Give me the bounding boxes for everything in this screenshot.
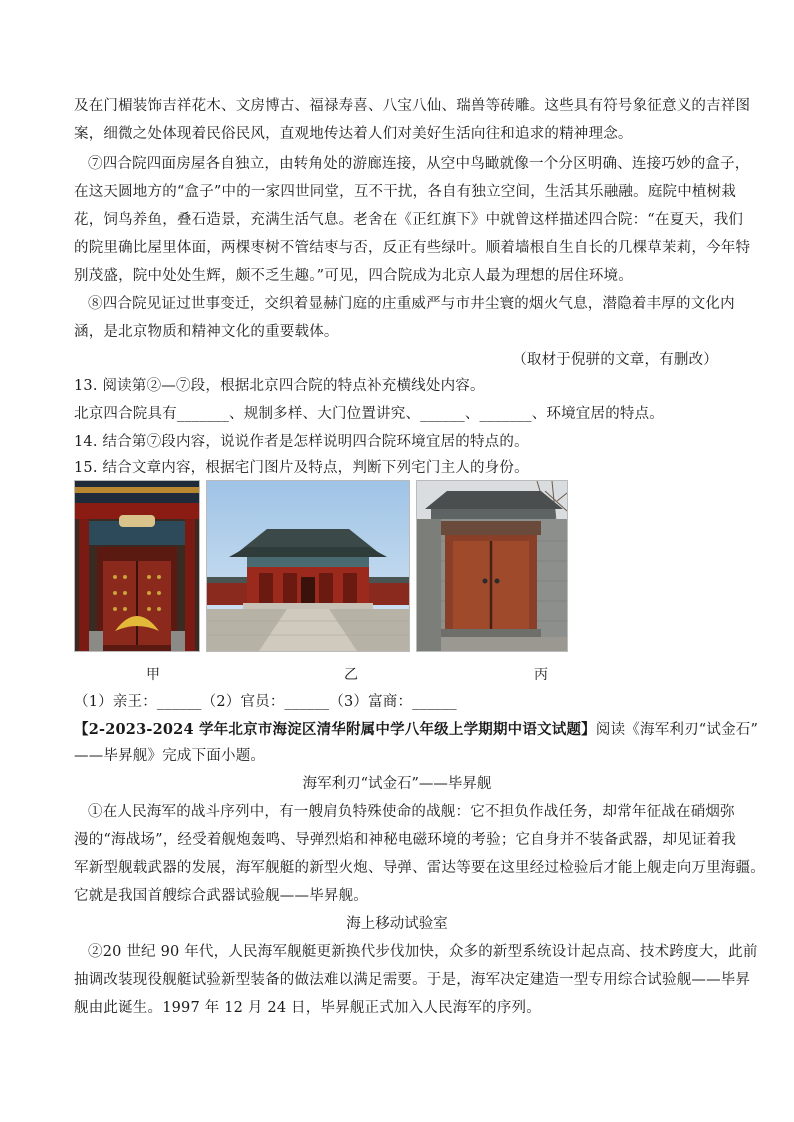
caption-yi: 乙: [344, 667, 358, 683]
paragraph-7-line-5: 别茂盛，院中处处生辉，颇不乏生趣。”可见，四合院成为北京人最为理想的居住环境。: [74, 268, 633, 284]
paragraph-7-line-1: ⑦四合院四面房屋各自独立，由转角处的游廊连接，从空中鸟瞰就像一个分区明确、连接巧妙的盒子，: [88, 156, 750, 172]
article-paragraph-2-line-3: 舰由此诞生。1997 年 12 月 24 日，毕昇舰正式加入人民海军的序列。: [74, 1000, 541, 1016]
paragraph-7-line-2: 在这天圆地方的“盒子”中的一家四世同堂，互不干扰，各自有独立空间，生活其乐融融。庭院中植树栽: [74, 184, 737, 200]
paragraph-7-line-3: 花，饲鸟养鱼，叠石造景，充满生活气息。老舍在《正红旗下》中就曾这样描述四合院：“在夏天，我们: [74, 212, 744, 228]
section-2-header-line-2: ——毕昇舰》完成下面小题。: [74, 748, 266, 764]
article-paragraph-1-line-3: 军新型舰载武器的发展，海军舰艇的新型火炮、导弹、雷达等要在这里经过检验后才能上舰走向万里海疆。: [74, 860, 765, 876]
article-paragraph-2-line-1: ②20 世纪 90 年代，人民海军舰艇更新换代步伐加快，众多的新型系统设计起点高、技术跨度大，此前: [88, 944, 758, 960]
caption-bing: 丙: [534, 667, 548, 683]
article-paragraph-1-line-2: 漫的“海战场”，经受着舰炮轰鸣、导弹烈焰和神秘电磁环境的考验；它自身并不装备武器，却见证着我: [74, 832, 737, 848]
paragraph-8-line-2: 涵，是北京物质和精神文化的重要载体。: [74, 324, 339, 340]
article-title: 海军利刃“试金石”——毕昇舰: [302, 776, 492, 792]
caption-jia: 甲: [146, 667, 160, 683]
paragraph-6-line-2: 案，细微之处体现着民俗民风，直观地传达着人们对美好生活向往和追求的精神理念。: [74, 126, 633, 142]
source-note: （取材于倪骈的文章，有删改）: [512, 352, 718, 368]
gate-photo-bing: [416, 480, 568, 652]
question-14: 14. 结合第⑦段内容，说说作者是怎样说明四合院环境宜居的特点的。: [74, 434, 529, 450]
article-paragraph-1-line-4: 它就是我国首艘综合武器试验舰——毕昇舰。: [74, 888, 368, 904]
section-2-instruction: 阅读《海军利刃“试金石”: [595, 722, 759, 738]
question-15: 15. 结合文章内容，根据宅门图片及特点，判断下列宅门主人的身份。: [74, 460, 529, 476]
question-13: 13. 阅读第②—⑦段，根据北京四合院的特点补充横线处内容。: [74, 378, 485, 394]
article-paragraph-1-line-1: ①在人民海军的战斗序列中，有一艘肩负特殊使命的战舰：它不担负作战任务，却常年征战在硝烟弥: [88, 804, 735, 820]
paragraph-6-line-1: 及在门楣装饰吉祥花木、文房博古、福禄寿喜、八宝八仙、瑞兽等砖雕。这些具有符号象征意义的吉祥图: [74, 98, 751, 114]
gate-photo-yi: [206, 480, 410, 652]
section-2-source: 【2-2023-2024 学年北京市海淀区清华附属中学八年级上学期期中语文试题】: [74, 721, 596, 738]
question-15-answers: （1）亲王：______（2）官员：______（3）富商：______: [74, 694, 457, 710]
article-paragraph-2-line-2: 抽调改装现役舰艇试验新型装备的做法难以满足需要。于是，海军决定建造一型专用综合试验舰——毕昇: [74, 972, 751, 988]
article-subtitle: 海上移动试验室: [346, 916, 448, 932]
paragraph-7-line-4: 的院里确比屋里体面，两棵枣树不管结枣与否，反正有些绿叶。顺着墙根自生自长的几棵草茉莉，今年特: [74, 240, 751, 256]
question-13-fill: 北京四合院具有_______、规制多样、大门位置讲究、______、_______、环境宜居的特点。: [74, 406, 664, 422]
paragraph-8-line-1: ⑧四合院见证过世事变迁，交织着显赫门庭的庄重威严与市井尘寰的烟火气息，潜隐着丰厚的文化内: [88, 296, 735, 312]
gate-photo-jia: [74, 480, 200, 652]
section-2-header: [74, 720, 758, 740]
